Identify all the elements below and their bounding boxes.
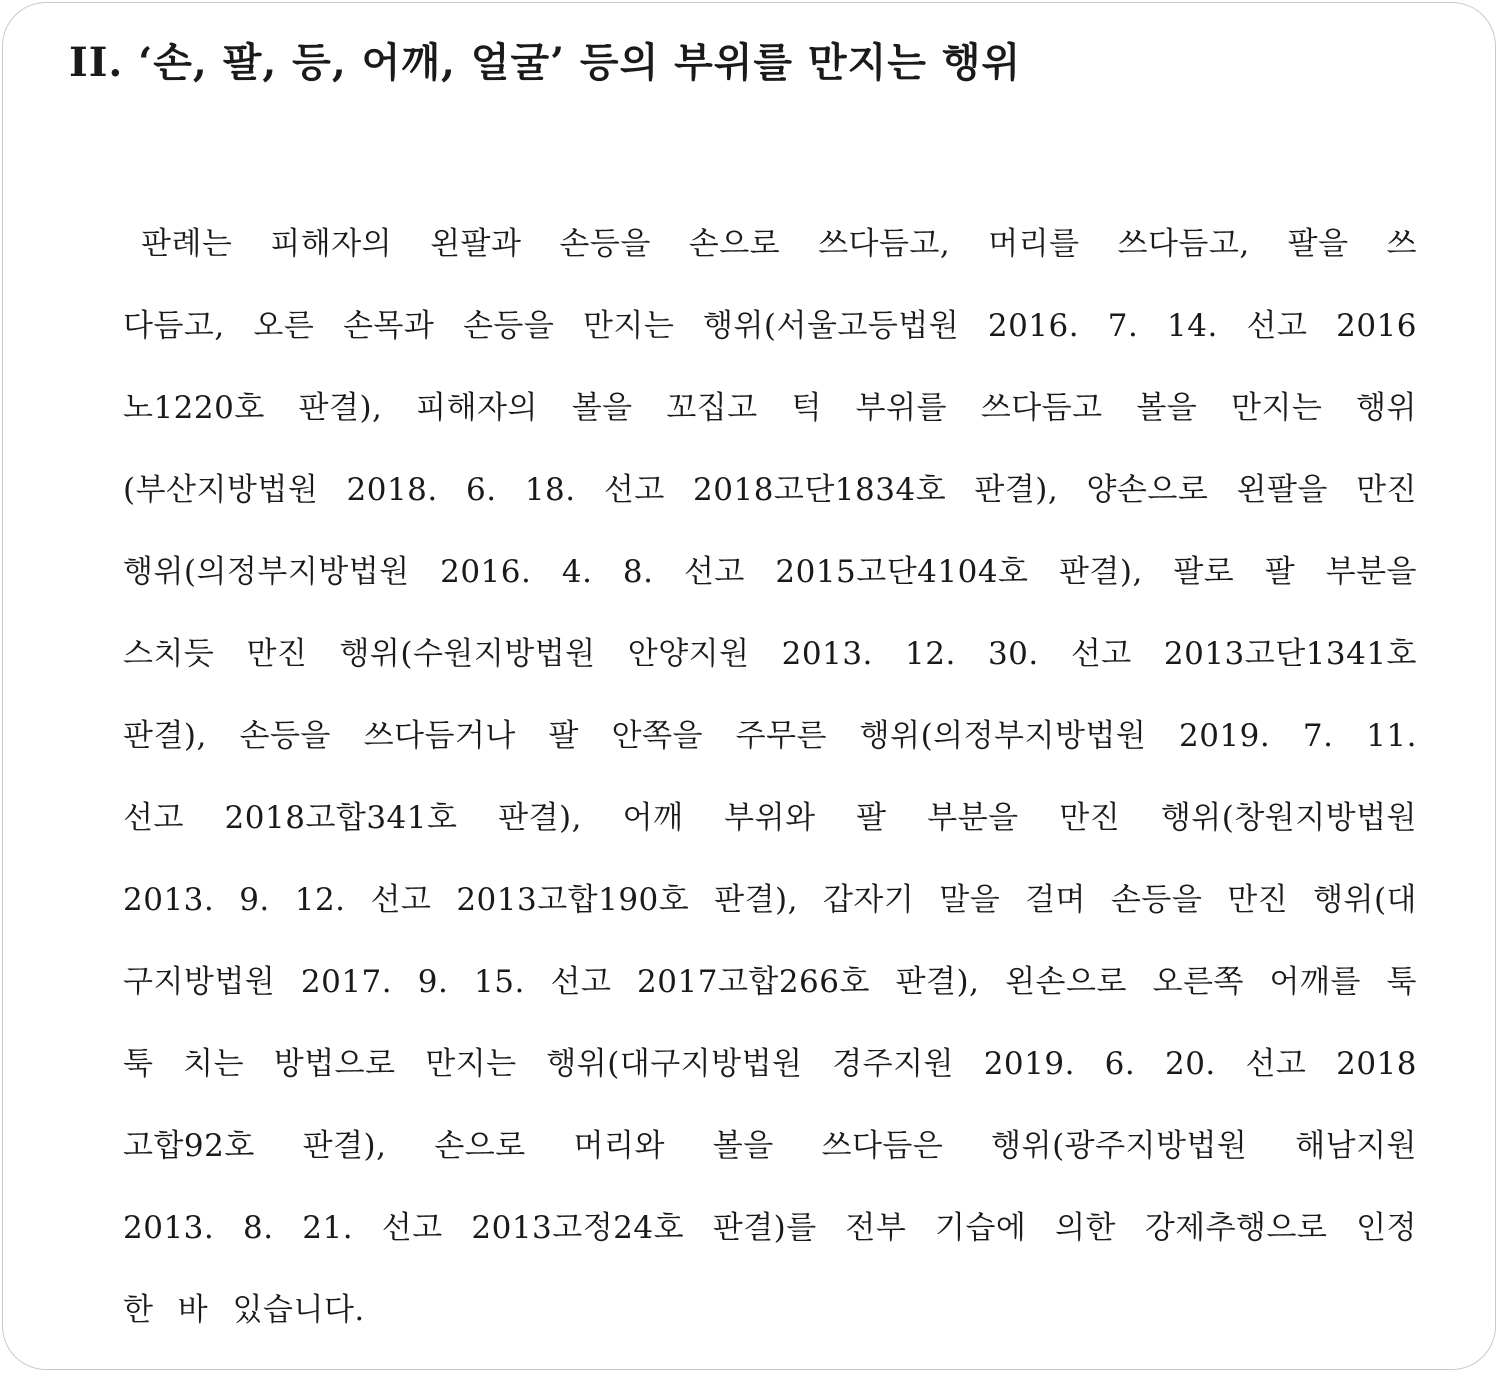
paragraph-line: 노1220호 판결), 피해자의 볼을 꼬집고 턱 부위를 쓰다듬고 볼을 만지는 행위 xyxy=(123,390,1417,426)
paragraph-line: 2013. 9. 12. 선고 2013고합190호 판결), 갑자기 말을 걸며 손등을 만진 행위(대 xyxy=(123,882,1417,918)
paragraph-line: 판결), 손등을 쓰다듬거나 팔 안쪽을 주무른 행위(의정부지방법원 2019. 7. 11. xyxy=(123,718,1417,754)
paragraph-line: 2013. 8. 21. 선고 2013고정24호 판결)를 전부 기습에 의한 강제추행으로 인정 xyxy=(123,1210,1417,1246)
paragraph-line: (부산지방법원 2018. 6. 18. 선고 2018고단1834호 판결), 양손으로 왼팔을 만진 xyxy=(123,472,1417,508)
document-frame xyxy=(2,2,1496,1370)
body-paragraph xyxy=(123,203,1417,1351)
paragraph-line: 선고 2018고합341호 판결), 어깨 부위와 팔 부분을 만진 행위(창원지방법원 xyxy=(123,800,1417,836)
paragraph-line: 한 바 있습니다. xyxy=(123,1292,365,1328)
paragraph-line: 구지방법원 2017. 9. 15. 선고 2017고합266호 판결), 왼손으로 오른쪽 어깨를 툭 xyxy=(123,964,1417,1000)
paragraph-line: 판례는 피해자의 왼팔과 손등을 손으로 쓰다듬고, 머리를 쓰다듬고, 팔을 쓰 xyxy=(141,226,1417,262)
paragraph-line: 고합92호 판결), 손으로 머리와 볼을 쓰다듬은 행위(광주지방법원 해남지원 xyxy=(123,1128,1417,1164)
paragraph-line: 스치듯 만진 행위(수원지방법원 안양지원 2013. 12. 30. 선고 2013고단1341호 xyxy=(123,636,1417,672)
paragraph-line: 다듬고, 오른 손목과 손등을 만지는 행위(서울고등법원 2016. 7. 14. 선고 2016 xyxy=(123,308,1417,344)
paragraph-line: 툭 치는 방법으로 만지는 행위(대구지방법원 경주지원 2019. 6. 20. 선고 2018 xyxy=(123,1046,1417,1082)
paragraph-line: 행위(의정부지방법원 2016. 4. 8. 선고 2015고단4104호 판결), 팔로 팔 부분을 xyxy=(123,554,1417,590)
section-heading: II. ‘손, 팔, 등, 어깨, 얼굴’ 등의 부위를 만지는 행위 xyxy=(69,39,1022,86)
